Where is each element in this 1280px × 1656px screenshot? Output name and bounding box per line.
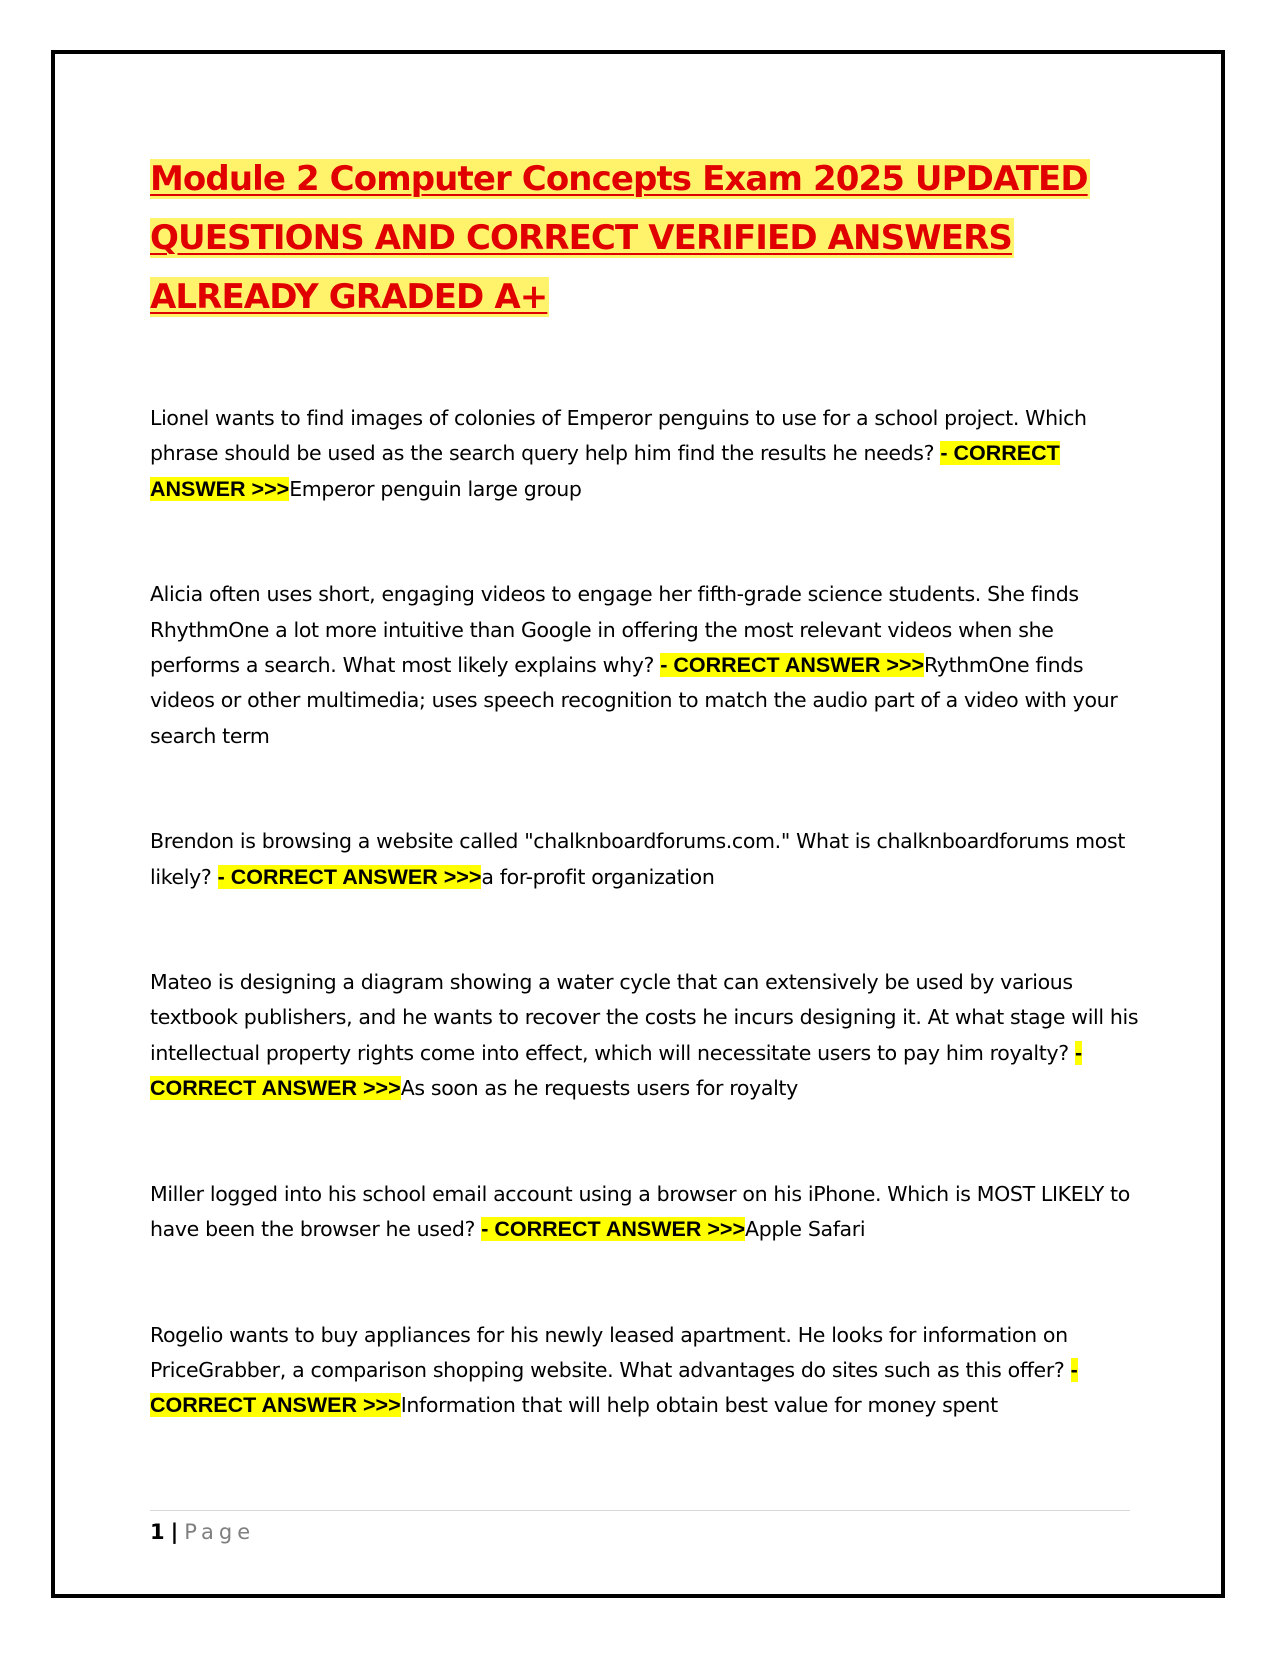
question-text: Alicia often uses short, engaging videos to engage her fifth-grade science students. She finds RhythmOne a lot more intuitive than Google in offering the most relevant videos when she performs a search. What most likely explains why?	[150, 582, 1079, 678]
answer-marker: - CORRECT ANSWER >>>	[660, 653, 925, 678]
question-text: Brendon is browsing a website called "chalknboardforums.com." What is chalknboardforums most likely?	[150, 829, 1126, 889]
page-number: 1	[150, 1520, 165, 1544]
answer-marker: - CORRECT ANSWER >>>	[481, 1217, 746, 1242]
document-title	[150, 150, 1142, 327]
page-content	[150, 150, 1142, 1494]
answer-text: a for-profit organization	[481, 864, 715, 889]
question-text: Rogelio wants to buy appliances for his newly leased apartment. He looks for information on PriceGrabber, a comparison shopping website. What advantages do sites such as this offer?	[150, 1322, 1071, 1382]
qa-item-1	[150, 401, 1142, 507]
answer-text: Apple Safari	[745, 1217, 866, 1242]
qa-item-3	[150, 824, 1142, 895]
answer-text: Information that will help obtain best value for money spent	[400, 1393, 998, 1418]
page-footer	[150, 1510, 1130, 1547]
question-text: Miller logged into his school email account using a browser on his iPhone. Which is MOST LIKELY to have been the browser he used?	[150, 1181, 1130, 1242]
answer-text: As soon as he requests users for royalty	[400, 1076, 798, 1101]
question-text: Lionel wants to find images of colonies of Emperor penguins to use for a school project. Which phrase should be used as the search query help him find the results he needs?	[150, 406, 1087, 466]
answer-text: RythmOne finds videos or other multimedia; uses speech recognition to match the audio part of a video with your search term	[150, 653, 1118, 748]
qa-item-4	[150, 965, 1142, 1107]
page-label: Page	[184, 1520, 256, 1544]
answer-marker: - CORRECT ANSWER >>>	[150, 1357, 1078, 1418]
answer-text: Emperor penguin large group	[289, 476, 582, 501]
qa-item-6	[150, 1318, 1142, 1424]
qa-item-2	[150, 577, 1142, 754]
document-title-text: Module 2 Computer Concepts Exam 2025 UPDATED QUESTIONS AND CORRECT VERIFIED ANSWERS ALREADY GRADED A+	[150, 159, 1088, 317]
footer-separator: |	[170, 1520, 179, 1544]
answer-marker: - CORRECT ANSWER >>>	[150, 441, 1060, 501]
answer-marker: - CORRECT ANSWER >>>	[217, 864, 482, 889]
qa-list	[150, 401, 1142, 1424]
qa-item-5	[150, 1177, 1142, 1248]
answer-marker: - CORRECT ANSWER >>>	[150, 1040, 1083, 1101]
question-text: Mateo is designing a diagram showing a water cycle that can extensively be used by various textbook publishers, and he wants to recover the costs he incurs designing it. At what stage will his intellectual property rights come into effect, which will necessitate users to pay him royalty?	[150, 970, 1139, 1065]
